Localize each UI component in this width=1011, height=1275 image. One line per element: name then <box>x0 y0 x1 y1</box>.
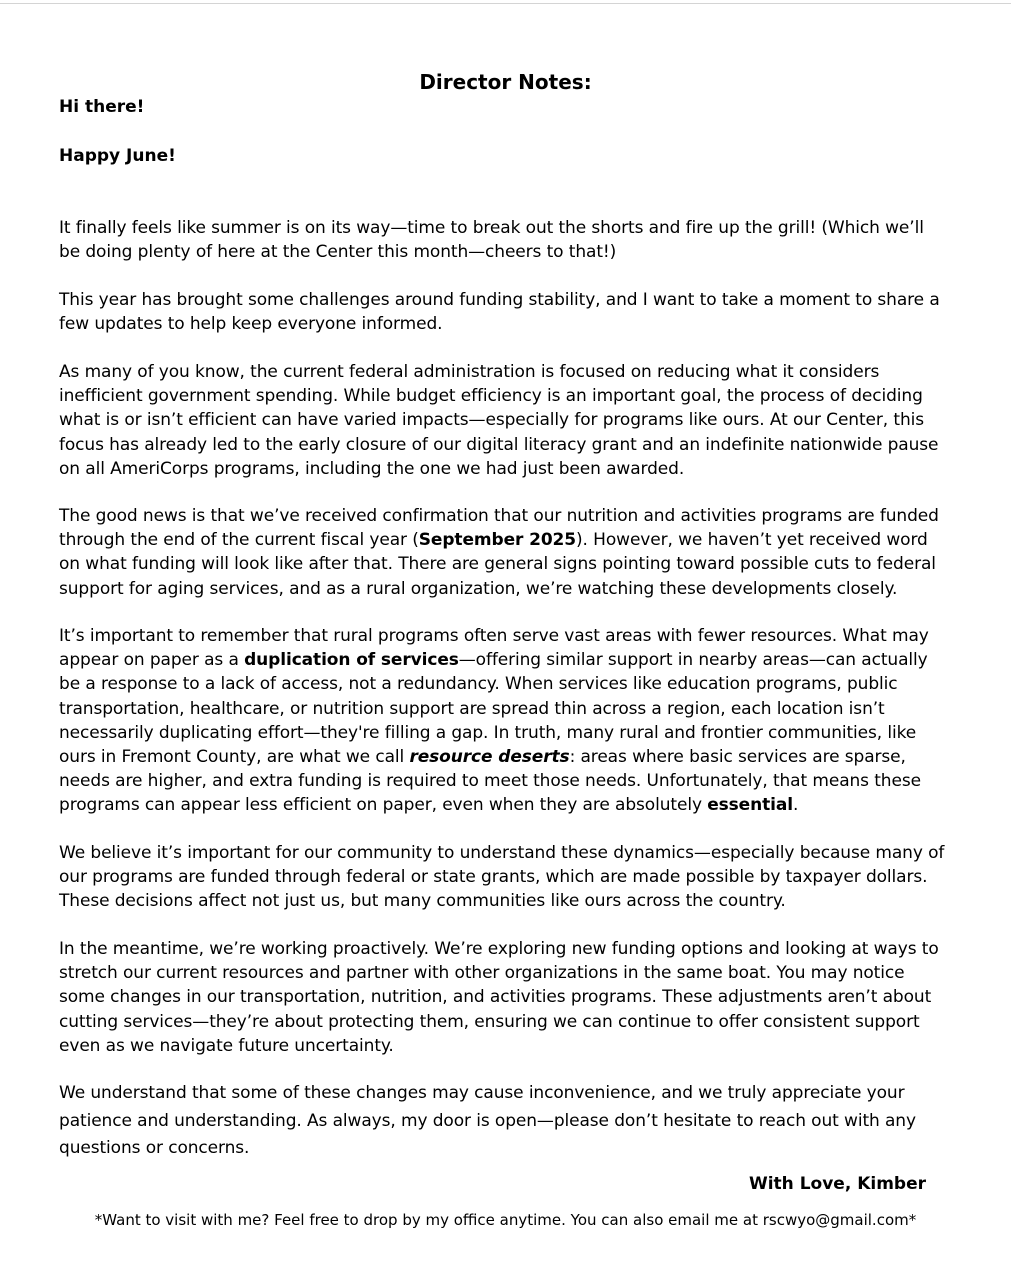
page-title: Director Notes: <box>419 70 592 94</box>
text-run: ). However, we haven’t yet received word on what funding will look like after that. There are general signs pointing toward possible cuts to federal support for aging services, and as a rural organization, we’re watching these developments closely. <box>59 530 936 599</box>
paragraph-community: We believe it’s important for our community to understand these dynamics—especially because many of our programs are funded through federal or state grants, which are made possible by taxpayer dollars. These decisions affect not just us, but many communities like ours across the country. <box>59 843 945 912</box>
bold-essential: essential <box>707 795 793 816</box>
text-run: —offering similar support in nearby areas—can actually be a response to a lack of access, not a redundancy. When services like education programs, public transportation, healthcare, or nutrition support are spread thin across a region, each location isn’t necessarily duplicating effort—they're filling a gap. In truth, many rural and frontier communities, like ours in Fremont County, are what we call <box>59 650 928 768</box>
signoff: With Love, Kimber <box>748 1174 926 1194</box>
bold-date: September 2025 <box>418 530 577 551</box>
text-run: . <box>792 795 799 816</box>
footer-note: *Want to visit with me? Feel free to drop by my office anytime. You can also email me at rscwyo@gmail.com* <box>94 1211 917 1229</box>
bold-duplication: duplication of services <box>244 650 459 671</box>
text-run: : areas where basic services are sparse, needs are higher, and extra funding is required to meet those needs. Unfortunately, that means these programs can appear less efficient on paper, even when they are absolutely <box>59 747 921 816</box>
paragraph-funding-challenges: This year has brought some challenges around funding stability, and I want to take a moment to share a few updates to help keep everyone informed. <box>59 290 940 335</box>
paragraph-rural-programs <box>59 624 949 818</box>
bold-italic-resource-deserts: resource deserts <box>409 747 570 768</box>
paragraph-good-news <box>59 504 949 601</box>
greeting-month: Happy June! <box>59 146 176 166</box>
paragraph-understanding: We understand that some of these changes may cause inconvenience, and we truly appreciate your patience and understanding. As always, my door is open—please don’t hesitate to reach out with any questions or concerns. <box>59 1083 916 1158</box>
paragraph-summer: It finally feels like summer is on its way—time to break out the shorts and fire up the grill! (Which we’ll be doing plenty of here at the Center this month—cheers to that!) <box>59 218 924 263</box>
text-run: The good news is that we’ve received confirmation that our nutrition and activities programs are funded through the end of the current fiscal year ( <box>59 506 939 551</box>
text-run: It’s important to remember that rural programs often serve vast areas with fewer resources. What may appear on paper as a <box>59 626 929 671</box>
paragraph-meantime: In the meantime, we’re working proactively. We’re exploring new funding options and looking at ways to stretch our current resources and partner with other organizations in the same boat. You may notice some changes in our transportation, nutrition, and activities programs. These adjustments aren’t about cutting services—they’re about protecting them, ensuring we can continue to offer consistent support even as we navigate future uncertainty. <box>59 939 939 1056</box>
greeting-hi: Hi there! <box>59 97 145 117</box>
paragraph-federal-administration: As many of you know, the current federal administration is focused on reducing what it considers inefficient government spending. While budget efficiency is an important goal, the process of deciding what is or isn’t efficient can have varied impacts—especially for programs like ours. At our Center, this focus has already led to the early closure of our digital literacy grant and an indefinite nationwide pause on all AmeriCorps programs, including the one we had just been awarded. <box>59 362 939 479</box>
page-top-border <box>0 3 1011 4</box>
